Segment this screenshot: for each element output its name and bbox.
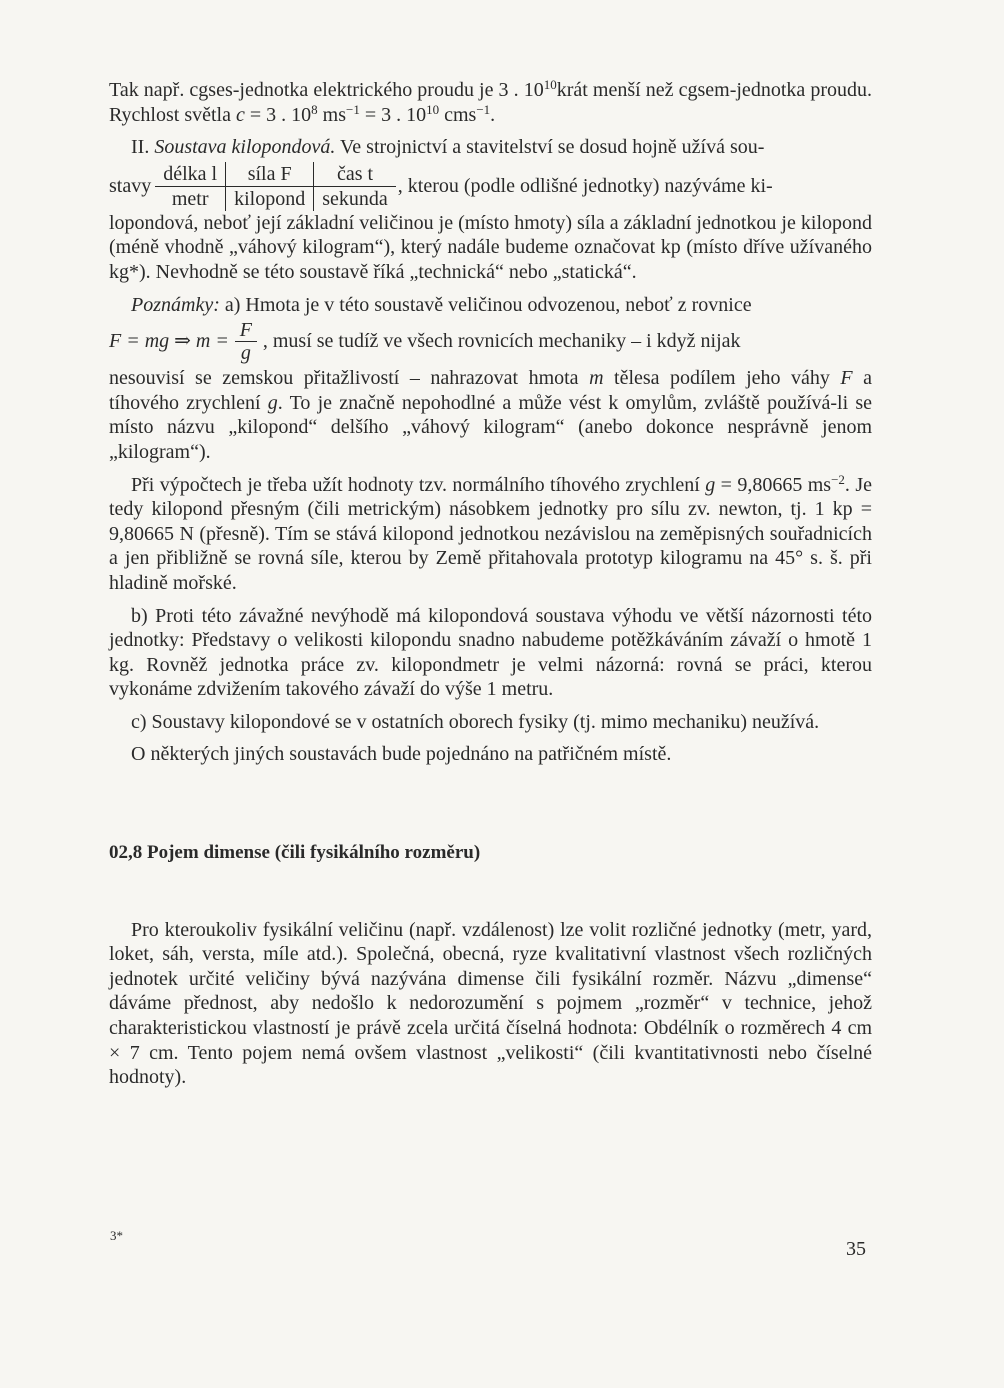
paragraph-notes-a: Poznámky: a) Hmota je v této soustavě veličinou odvozenou, neboť z rovnice (131, 293, 752, 316)
paragraph-dimension: Pro kteroukoliv fysikální veličinu (např. vzdálenost) lze volit rozličné jednotky (metr, yard, loket, sáh, versta, míle atd.). Společná, obecná, ryze kvalitativní vlastnost všech rozličných jednotek určité veličiny bývá nazývána dimense čili fysikální rozměr. Názvu „dimense“ dáváme přednost, aby nedošlo k nedorozumění s pojmem „rozměr“ v technice, jehož charakteristickou vlastností je právě zcela určitá číselná hodnota: Obdélník o rozměrech 4 cm × 7 cm. Tento pojem nemá ovšem vlastnost „velikosti“ (čili kvantitativnosti nebo číselné hodnoty). (109, 918, 872, 1089)
quantity-force: síla F (226, 162, 314, 187)
section-heading: 02,8 Pojem dimense (čili fysikálního rozměru) (109, 842, 481, 864)
signature-mark: 3* (110, 1228, 123, 1243)
formula-text: , musí se tudíž ve všech rovnicích mechaniky – i když nijak (262, 330, 741, 353)
unit-system-table (155, 162, 396, 211)
system-line-rest: , kterou (podle odlišné jednotky) nazýváme ki- (397, 174, 773, 197)
system-word: stavy (109, 174, 152, 197)
unit-system-table-line (109, 162, 872, 211)
page-number: 35 (846, 1238, 866, 1260)
unit-second: sekunda (322, 187, 388, 210)
quantity-length: délka l (155, 162, 225, 187)
formula-lhs: F = mg ⇒ m = (109, 330, 229, 353)
paragraph-kilopond-continued: lopondová, neboť její základní veličinou je (místo hmoty) síla a základní jednotkou je kilopond (méně vhodně „váhový kilogram“), který nadále budeme označovat kp (místo dříve užívaného kg*). Nevhodně se této soustavě říká „technická“ nebo „statická“. (109, 211, 872, 283)
formula-fraction (235, 319, 257, 364)
unit-metre: metr (155, 186, 225, 211)
paragraph-cgs-units: Tak např. cgses-jednotka elektrického proudu je 3 . $10^{10}krát$ menší než cgsem-jednotka proudu. Rychlost světla c = 3 . $10^8$ $ms^{-1} = 3$ . $10^{10}$ cms$^{-1}$. (109, 77, 872, 126)
unit-kilopond: kilopond (226, 186, 314, 211)
paragraph-notes-c: c) Soustavy kilopondové se v ostatních oborech fysiky (tj. mimo mechaniku) neužívá. (131, 710, 820, 733)
paragraph-notes-b: b) Proti této závažné nevýhodě má kilopondová soustava výhodu ve větší názornosti této jednotky: Představy o velikosti kilopondu snadno nabudeme potěžkáváním závaží o hmotě 1 kg. Rovněž jednotka práce zv. kilopondmetr je velmi názorná: rovná se práci, kterou vykonáme zdvižením takového závaží do výše 1 metru. (109, 604, 872, 701)
formula-line (109, 319, 872, 364)
paragraph-normal-gravity: Při výpočtech je třeba užít hodnoty tzv. normálního tíhového zrychlení g = 9,80665 $ms^{-2}$. Je tedy kilopond přesným (čili metrickým) násobkem jednotky pro sílu zv. newton, tj. 1 kp = 9,80665 N (přesně). Tím se stává kilopond jednotkou nezávislou na zeměpisných souřadnicích a jen přibližně se rovná síle, kterou by Země přitahovala prototyp kilogramu na 45° s. š. při hladině mořské. (109, 471, 872, 594)
paragraph-notes-a-continued: nesouvisí se zemskou přitažlivostí – nahrazovat hmota m tělesa podílem jeho váhy F a tíhového zrychlení g. To je značně nepohodlné a může vést k omylům, zvláště používá-li se místo názvu „kilopond“ delšího „váhový kilogram“ (anebo dokonce nesprávně jenom „kilogram“). (109, 367, 873, 463)
text-column (109, 78, 872, 1090)
fraction-denominator: g (235, 341, 257, 364)
paragraph-other-systems: O některých jiných soustavách bude pojednáno na patřičném místě. (131, 743, 672, 766)
quantity-time: čas t (314, 162, 396, 187)
fraction-numerator: F (239, 319, 252, 342)
paragraph-kilopond-system: II. Soustava kilopondová. Ve strojnictví a stavitelství se dosud hojně užívá sou- (131, 136, 765, 159)
